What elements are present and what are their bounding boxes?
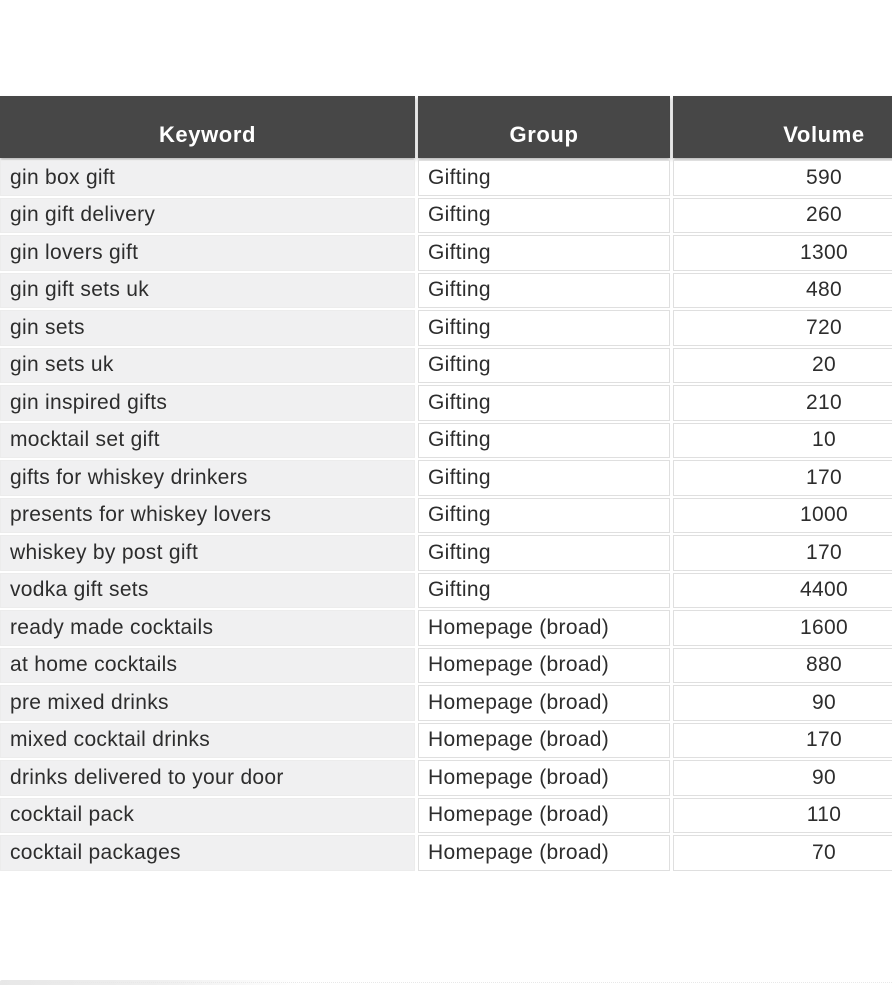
group-cell: Gifting xyxy=(418,573,670,609)
partial-cropped-divider xyxy=(0,982,892,983)
volume-cell: 170 xyxy=(673,535,892,571)
keyword-cell: at home cocktails xyxy=(0,648,415,684)
volume-cell: 110 xyxy=(673,798,892,834)
keyword-cell: vodka gift sets xyxy=(0,573,415,609)
keyword-cell: drinks delivered to your door xyxy=(0,760,415,796)
keyword-cell: cocktail packages xyxy=(0,835,415,871)
group-cell: Homepage (broad) xyxy=(418,798,670,834)
column-header-group: Group xyxy=(418,96,670,158)
keyword-cell: gin lovers gift xyxy=(0,235,415,271)
keyword-cell: gin box gift xyxy=(0,160,415,196)
group-cell: Homepage (broad) xyxy=(418,760,670,796)
column-header-keyword: Keyword xyxy=(0,96,415,158)
keyword-cell: gin gift delivery xyxy=(0,198,415,234)
volume-cell: 4400 xyxy=(673,573,892,609)
group-cell: Gifting xyxy=(418,273,670,309)
group-cell: Homepage (broad) xyxy=(418,610,670,646)
column-header-volume: Volume xyxy=(673,96,892,158)
keyword-cell: gifts for whiskey drinkers xyxy=(0,460,415,496)
volume-cell: 20 xyxy=(673,348,892,384)
volume-cell: 880 xyxy=(673,648,892,684)
volume-cell: 70 xyxy=(673,835,892,871)
volume-cell: 1600 xyxy=(673,610,892,646)
keyword-cell: gin sets xyxy=(0,310,415,346)
group-cell: Homepage (broad) xyxy=(418,723,670,759)
group-cell: Gifting xyxy=(418,310,670,346)
volume-cell: 1300 xyxy=(673,235,892,271)
volume-cell: 90 xyxy=(673,685,892,721)
volume-cell: 480 xyxy=(673,273,892,309)
volume-cell: 590 xyxy=(673,160,892,196)
group-cell: Homepage (broad) xyxy=(418,648,670,684)
keyword-cell: whiskey by post gift xyxy=(0,535,415,571)
volume-cell: 90 xyxy=(673,760,892,796)
volume-cell: 720 xyxy=(673,310,892,346)
keyword-table xyxy=(0,96,892,871)
keyword-cell: presents for whiskey lovers xyxy=(0,498,415,534)
keyword-cell: gin sets uk xyxy=(0,348,415,384)
group-cell: Homepage (broad) xyxy=(418,835,670,871)
volume-cell: 170 xyxy=(673,723,892,759)
group-cell: Gifting xyxy=(418,198,670,234)
volume-cell: 210 xyxy=(673,385,892,421)
group-cell: Gifting xyxy=(418,235,670,271)
keyword-cell: cocktail pack xyxy=(0,798,415,834)
volume-cell: 1000 xyxy=(673,498,892,534)
group-cell: Gifting xyxy=(418,423,670,459)
group-cell: Gifting xyxy=(418,160,670,196)
keyword-cell: gin gift sets uk xyxy=(0,273,415,309)
group-cell: Gifting xyxy=(418,385,670,421)
volume-cell: 260 xyxy=(673,198,892,234)
group-cell: Gifting xyxy=(418,348,670,384)
keyword-cell: pre mixed drinks xyxy=(0,685,415,721)
group-cell: Gifting xyxy=(418,535,670,571)
keyword-cell: mocktail set gift xyxy=(0,423,415,459)
volume-cell: 10 xyxy=(673,423,892,459)
volume-cell: 170 xyxy=(673,460,892,496)
keyword-cell: mixed cocktail drinks xyxy=(0,723,415,759)
keyword-cell: gin inspired gifts xyxy=(0,385,415,421)
group-cell: Homepage (broad) xyxy=(418,685,670,721)
group-cell: Gifting xyxy=(418,460,670,496)
group-cell: Gifting xyxy=(418,498,670,534)
keyword-cell: ready made cocktails xyxy=(0,610,415,646)
